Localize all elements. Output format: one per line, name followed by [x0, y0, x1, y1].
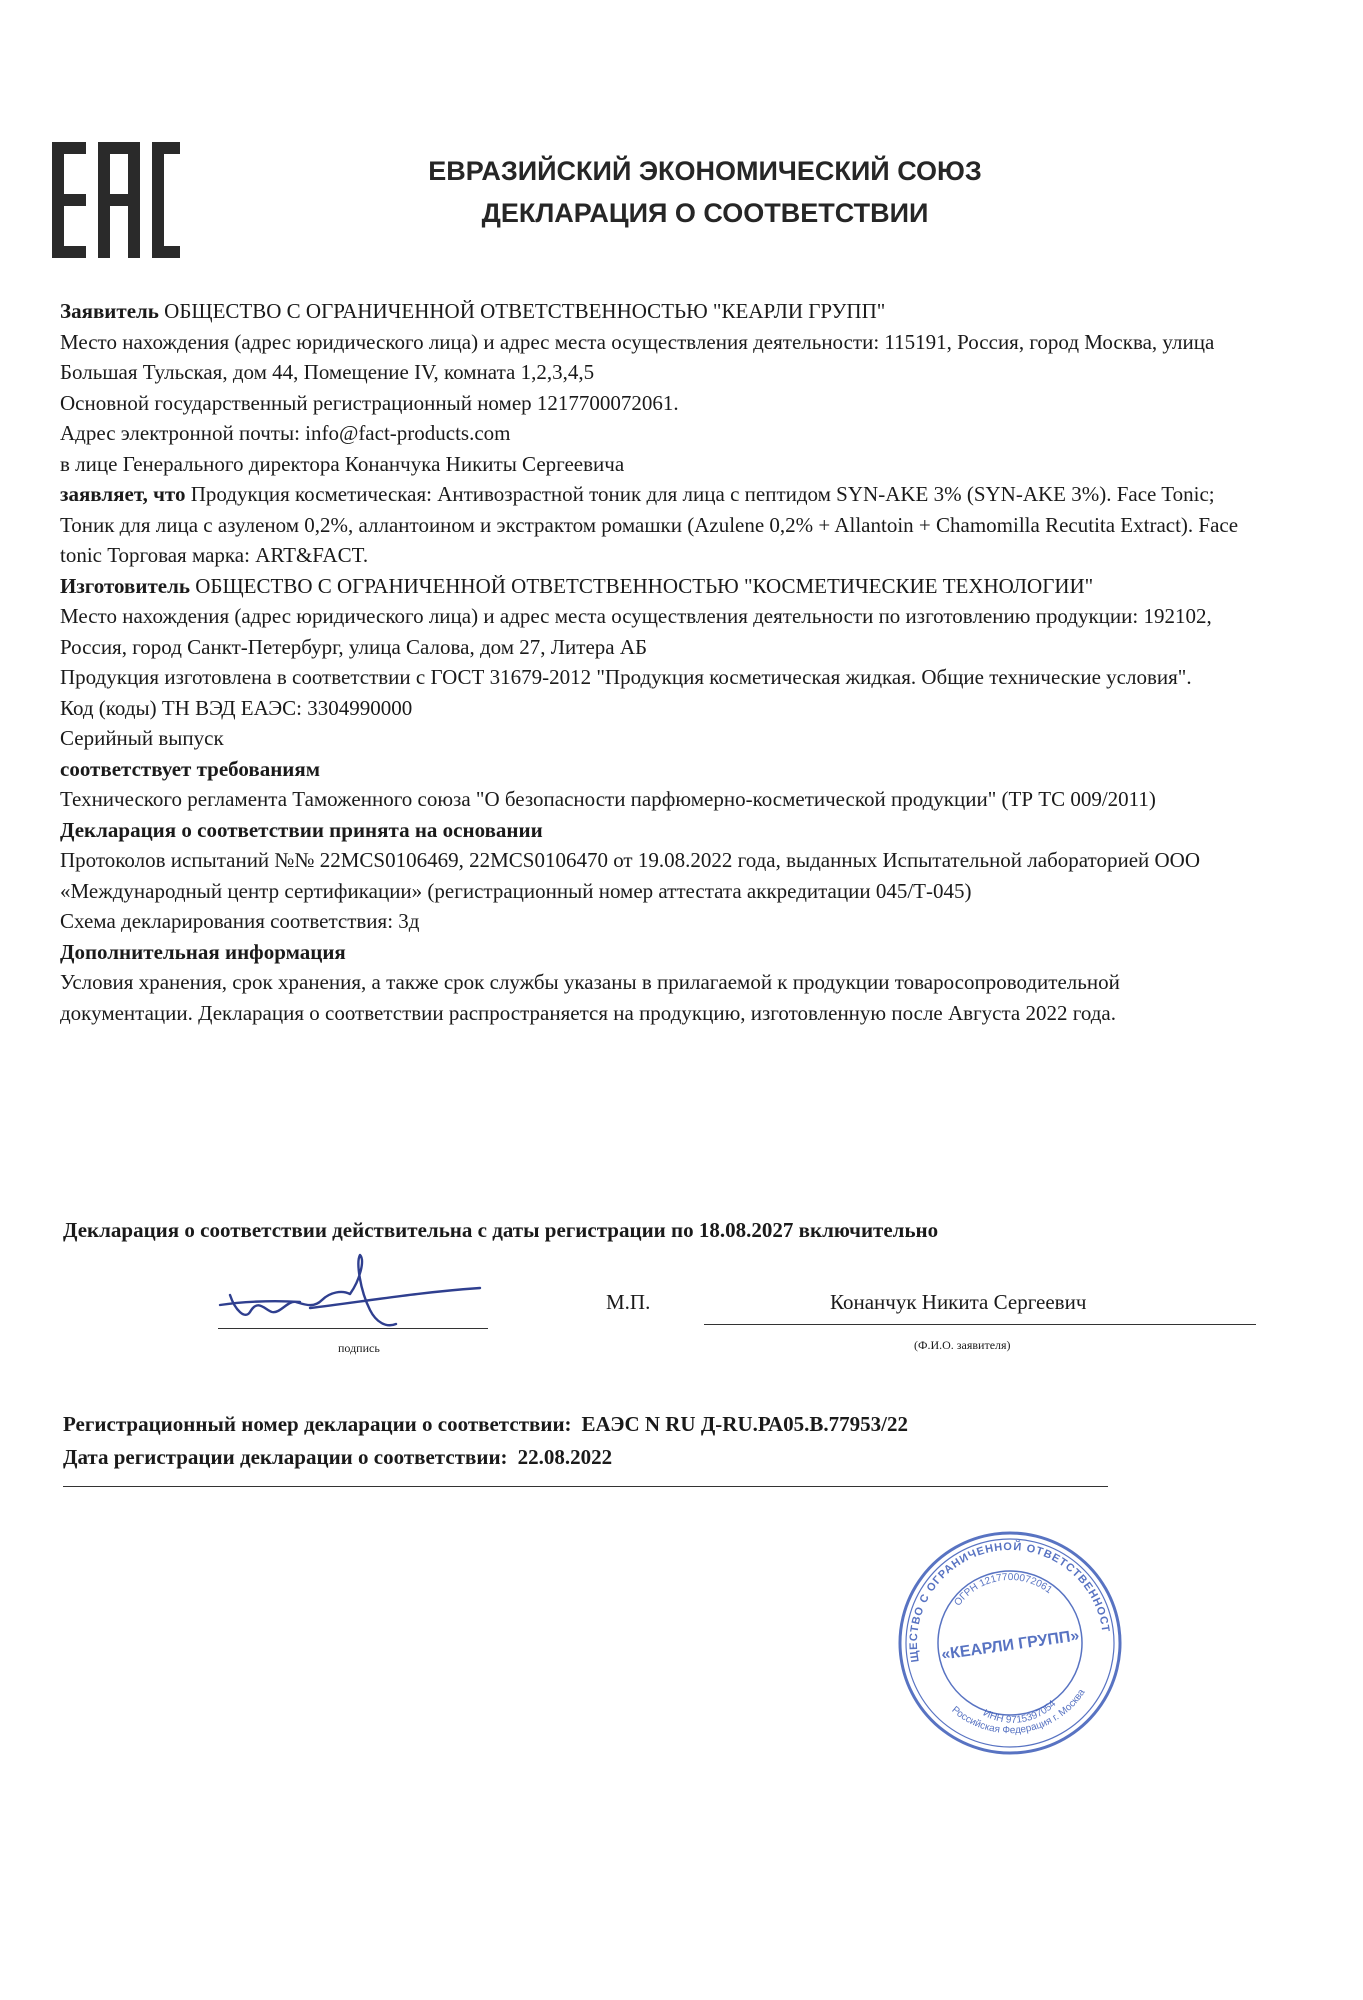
compliance-text: Технического регламента Таможенного союза "О безопасности парфюмерно-косметической продукции" (ТР ТС 009/2011) [60, 787, 1156, 811]
tnved-code: Код (коды) ТН ВЭД ЕАЭС: 3304990000 [60, 695, 413, 720]
applicant-representative: в лице Генерального директора Конанчука Никиты Сергеевича [60, 451, 625, 476]
registration-number: ЕАЭС N RU Д-RU.РА05.В.77953/22 [581, 1412, 909, 1436]
handwritten-signature [210, 1250, 500, 1340]
document-header [380, 150, 1030, 234]
manufacturer-label: Изготовитель [60, 573, 190, 598]
declares-label: заявляет, что [60, 482, 186, 506]
additional-label-text: Дополнительная информация [60, 939, 346, 964]
applicant-address: Место нахождения (адрес юридического лица) и адрес места осуществления деятельности: 115191, Россия, город Москва, улица Большая Тульская, дом 44, Помещение IV, комната 1,2,3,4,5 [60, 329, 1215, 384]
manufacturer-standard: Продукция изготовлена в соответствии с ГОСТ 31679-2012 "Продукция косметическая жидкая. Общие технические условия". [60, 665, 1192, 689]
stamp-outer-text: ОБЩЕСТВО С ОГРАНИЧЕННОЙ ОТВЕТСТВЕННОСТЬЮ [907, 1540, 1112, 1664]
eac-logo [52, 142, 180, 258]
registration-number-line [63, 1408, 908, 1441]
declaration-scheme: Схема декларирования соответствия: 3д [60, 909, 420, 933]
registration-date-line [63, 1441, 908, 1474]
declares-text: Продукция косметическая: Антивозрастной тоник для лица с пептидом SYN-AKE 3% (SYN-AKE 3%). Face Tonic; Тоник для лица с азуленом 0,2%, аллантоином и экстрактом ромашки (Azulene 0,2% + Allantoin + Chamomilla Recutita Extract). Face tonic Торговая марка: ART&FACT. [60, 482, 1239, 567]
applicant-full-name: Конанчук Никита Сергеевич [830, 1290, 1087, 1314]
stamp-location: Российская Федерация г. Москва [949, 1687, 1088, 1737]
fio-caption: (Ф.И.О. заявителя) [914, 1338, 1011, 1352]
applicant-line [60, 296, 1240, 327]
manufacturer-address: Место нахождения (адрес юридического лица) и адрес места осуществления деятельности по изготовлению продукции: 192102, Россия, город Санкт-Петербург, улица Салова, дом 27, Литера АБ [60, 604, 1212, 659]
applicant-label: Заявитель [60, 299, 159, 323]
additional-label [60, 937, 1240, 968]
applicant-name: ОБЩЕСТВО С ОГРАНИЧЕННОЙ ОТВЕТСТВЕННОСТЬЮ "КЕАРЛИ ГРУПП" [164, 299, 886, 323]
header-union-title: ЕВРАЗИЙСКИЙ ЭКОНОМИЧЕСКИЙ СОЮЗ [428, 156, 982, 186]
stamp-ogrn: ОГРН 1217700072061 [952, 1571, 1054, 1609]
basis-label-text: Декларация о соответствии принята на основании [60, 817, 543, 842]
compliance-label [60, 754, 1240, 785]
registration-date: 22.08.2022 [517, 1445, 613, 1469]
registration-underline [63, 1486, 1108, 1487]
stamp-inn: ИНН 9715397054 [981, 1698, 1059, 1726]
registration-number-label: Регистрационный номер декларации о соответствии: [63, 1412, 572, 1436]
stamp-center-text: «КЕАРЛИ ГРУПП» [940, 1627, 1081, 1664]
registration-date-label: Дата регистрации декларации о соответствии: [63, 1445, 508, 1469]
applicant-ogrn: Основной государственный регистрационный номер 1217700072061. [60, 390, 679, 415]
validity-statement: Декларация о соответствии действительна с даты регистрации по 18.08.2027 включительно [63, 1218, 939, 1242]
declares-line [60, 479, 1240, 571]
additional-text: Условия хранения, срок хранения, а также срок службы указаны в прилагаемой к продукции товаросопроводительной документации. Декларация о соответствии распространяется на продукцию, изготовленную после Августа 2022 года. [60, 970, 1120, 1025]
manufacturer-line [60, 571, 1240, 602]
declaration-body [60, 296, 1240, 1028]
compliance-label-text: соответствует требованиям [60, 756, 321, 781]
basis-text: Протоколов испытаний №№ 22MCS0106469, 22MCS0106470 от 19.08.2022 года, выданных Испытательной лабораторией ООО «Международный центр сертификации» (регистрационный номер аттестата аккредитации 045/Т-045) [60, 848, 1200, 903]
manufacturer-name: ОБЩЕСТВО С ОГРАНИЧЕННОЙ ОТВЕТСТВЕННОСТЬЮ "КОСМЕТИЧЕСКИЕ ТЕХНОЛОГИИ" [195, 573, 1094, 598]
release-type: Серийный выпуск [60, 726, 224, 750]
registration-block [63, 1408, 908, 1474]
applicant-email: Адрес электронной почты: info@fact-products.com [60, 421, 511, 445]
basis-label [60, 815, 1240, 846]
signature-area [0, 1240, 1363, 1370]
seal-place-label: М.П. [606, 1290, 651, 1314]
company-stamp [895, 1528, 1125, 1758]
signature-line [218, 1328, 488, 1329]
signature-caption: подпись [338, 1341, 380, 1355]
fio-line [704, 1324, 1256, 1325]
header-declaration-title: ДЕКЛАРАЦИЯ О СООТВЕТСТВИИ [481, 198, 929, 228]
